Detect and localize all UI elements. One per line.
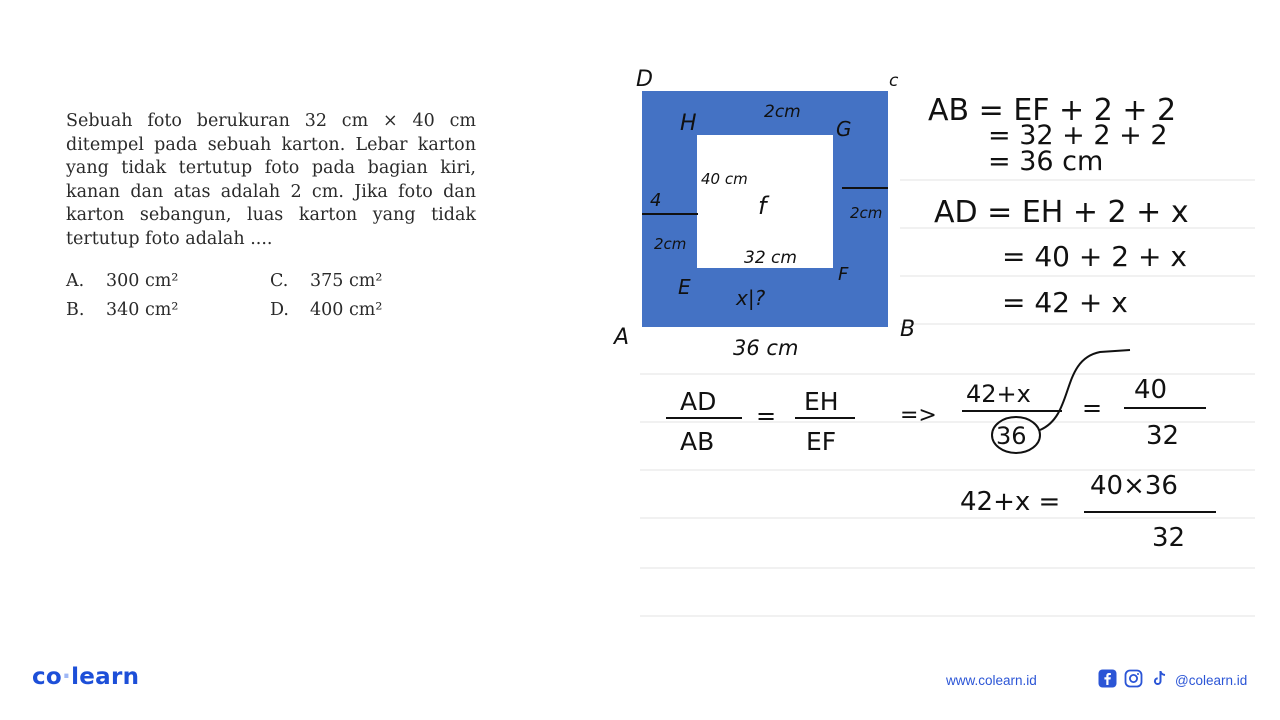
label-bottom-unknown: x|? xyxy=(736,286,766,310)
ratio-right-num: 40 xyxy=(1134,375,1168,405)
ratio-eq-1: = xyxy=(756,402,777,430)
ratio-right-den: 32 xyxy=(1146,421,1180,451)
corner-a: A xyxy=(614,325,630,350)
ratio-ad: AD xyxy=(680,387,717,416)
corner-d: D xyxy=(636,67,653,92)
label-photo-height: 40 cm xyxy=(701,170,748,188)
work-ab-line-2: = 32 + 2 + 2 xyxy=(988,120,1168,151)
ratio-sub-den: 36 xyxy=(996,422,1027,450)
ratio-sub-num: 42+x xyxy=(966,380,1031,408)
ratio-eh: EH xyxy=(804,387,839,416)
final-left: 42+x = xyxy=(960,487,1061,517)
work-ad-line-1: AD = EH + 2 + x xyxy=(934,195,1189,230)
option-label: A. xyxy=(66,271,85,291)
option-value: 375 cm² xyxy=(310,271,383,291)
option-label: C. xyxy=(270,271,289,291)
problem-text: Sebuah foto berukuran 32 cm × 40 cm ditempel pada sebuah karton. Lebar karton yang tidak tertutup foto pada bagian kiri, kanan dan atas adalah 2 cm. Jika foto dan karton sebangun, luas karton yang tidak tertutup foto adalah .... xyxy=(66,111,476,249)
point-h: H xyxy=(680,111,697,136)
point-e: E xyxy=(678,275,691,299)
final-num: 40×36 xyxy=(1090,471,1178,501)
website-link[interactable]: www.colearn.id xyxy=(946,673,1037,688)
logo-part-learn: learn xyxy=(71,664,140,690)
ratio-ef: EF xyxy=(806,427,837,456)
option-label: D. xyxy=(270,300,289,320)
implies-arrow: => xyxy=(900,403,937,428)
label-right-width: 2cm xyxy=(850,204,883,222)
label-photo-center: f xyxy=(758,192,767,220)
point-f: F xyxy=(838,264,849,285)
final-den: 32 xyxy=(1152,523,1186,553)
instagram-icon[interactable] xyxy=(1124,669,1143,688)
label-outer-width: 36 cm xyxy=(733,336,799,360)
option-value: 300 cm² xyxy=(106,271,179,291)
option-value: 400 cm² xyxy=(310,300,383,320)
point-g: G xyxy=(836,117,852,141)
work-ad-line-2: = 40 + 2 + x xyxy=(1002,240,1187,273)
tiktok-icon[interactable] xyxy=(1150,669,1169,688)
corner-b: B xyxy=(900,317,916,342)
logo-dot: · xyxy=(62,664,72,690)
work-ad-line-3: = 42 + x xyxy=(1002,286,1128,319)
ratio-ab: AB xyxy=(680,427,715,456)
label-photo-width: 32 cm xyxy=(744,248,797,268)
ratio-eq-2: = xyxy=(1082,394,1103,422)
work-ab-line-3: = 36 cm xyxy=(988,146,1104,177)
work-ab-line-1: AB = EF + 2 + 2 xyxy=(928,93,1177,128)
option-label: B. xyxy=(66,300,85,320)
label-top-width: 2cm xyxy=(764,102,801,122)
social-handle[interactable]: @colearn.id xyxy=(1175,673,1248,688)
facebook-icon[interactable] xyxy=(1098,669,1117,688)
label-left-width: 2cm xyxy=(654,235,687,253)
logo-part-co: co xyxy=(32,664,63,690)
corner-c: c xyxy=(889,71,899,91)
colearn-logo xyxy=(32,664,139,690)
option-value: 340 cm² xyxy=(106,300,179,320)
label-left-mark: 4 xyxy=(650,190,662,211)
